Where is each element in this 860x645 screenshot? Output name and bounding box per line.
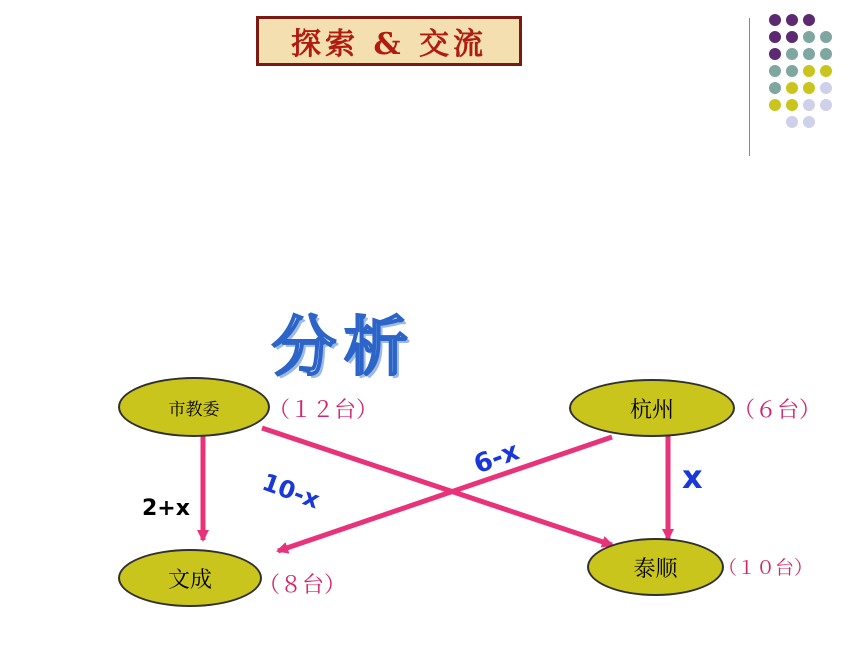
edge-label-hangzhou-to-taishun: x (682, 458, 703, 496)
edge-label-city-to-taishun: 10-x (258, 468, 324, 515)
analysis-heading: 分析 (272, 311, 416, 385)
node-taishun-label: 泰顺 (633, 556, 678, 582)
node-hangzhou-label: 杭州 (629, 397, 674, 423)
banner-title: 探索 & 交流 (291, 27, 487, 62)
node-hangzhou-qty: （６台） (733, 398, 822, 423)
node-taishun (587, 538, 724, 596)
node-city-bureau-label: 市教委 (168, 399, 220, 420)
node-hangzhou (569, 379, 735, 437)
node-wencheng-qty: （８台） (258, 573, 347, 598)
arrow-hangzhou-to-wencheng (278, 437, 612, 551)
node-city-bureau (118, 377, 270, 437)
node-wencheng (118, 549, 262, 607)
edge-label-city-to-wencheng: 2+x (142, 496, 190, 521)
node-wencheng-label: 文成 (167, 567, 212, 593)
edge-label-hangzhou-to-wencheng: 6-x (470, 436, 524, 481)
node-city-bureau-qty: （１２台） (268, 398, 379, 423)
node-taishun-qty: （１０台） (718, 557, 814, 579)
